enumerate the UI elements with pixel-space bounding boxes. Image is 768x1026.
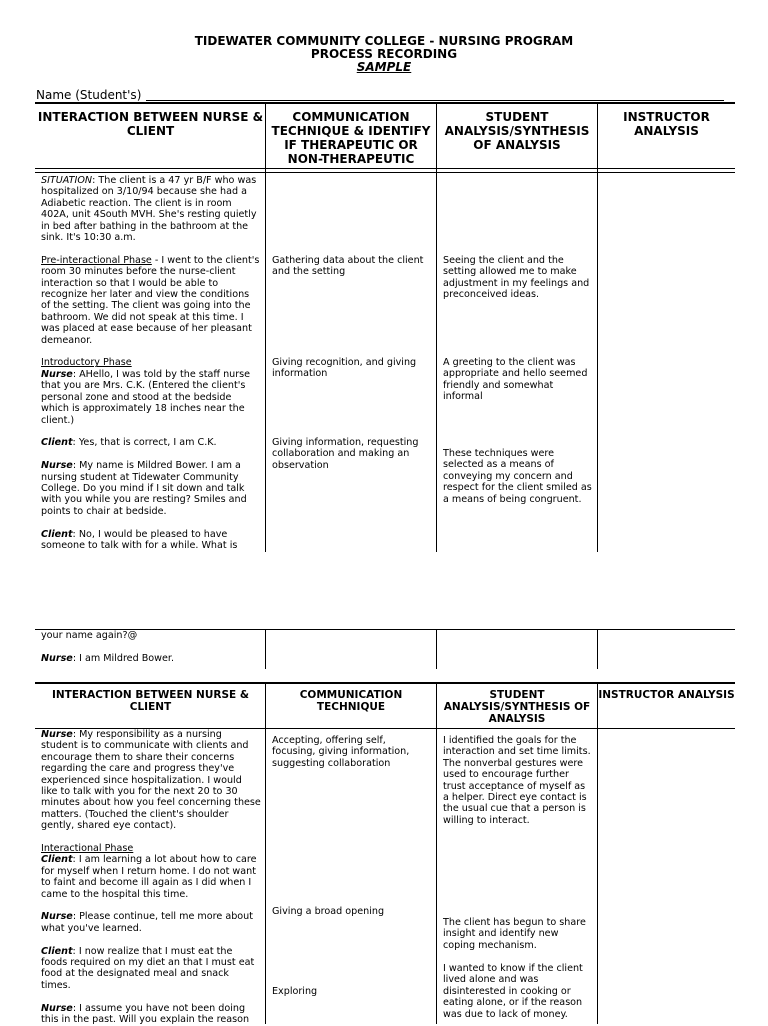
student-name-label: Name (Student's) [36, 88, 142, 102]
col-header-instructor-analysis-2: INSTRUCTOR ANALYSIS [598, 689, 735, 701]
analysis-text-5: The client has begun to share insight and identify new coping mechanism. [443, 917, 586, 951]
interaction-text-1-cont: your name again?@ Nurse: I am Mildred Bower. [41, 630, 175, 664]
col-header-student-analysis: STUDENT ANALYSIS/SYNTHESIS OF ANALYSIS [444, 110, 590, 152]
analysis-text-2: A greeting to the client was appropriate and hello seemed friendly and somewhat informal [443, 357, 588, 403]
col-header-instructor-analysis: INSTRUCTOR ANALYSIS [623, 110, 710, 138]
technique-text-1: Gathering data about the client and the setting [272, 255, 424, 278]
analysis-text-1: Seeing the client and the setting allowed me to make adjustment in my feelings and preconceived ideas. [443, 255, 590, 301]
college-title: TIDEWATER COMMUNITY COLLEGE - NURSING PROGRAM [194, 34, 574, 48]
analysis-text-3: These techniques were selected as a means of conveying my concern and respect for the client smiled as a means of being congruent. [443, 448, 592, 505]
student-name-field[interactable] [146, 100, 724, 101]
col-header-student-analysis-2: STUDENT ANALYSIS/SYNTHESIS OF ANALYSIS [443, 689, 591, 725]
interaction-text-2: Nurse: My responsibility as a nursing student is to communicate with clients and encourage them to share their concerns regarding the care and progress they've experienced since hospitalization. I would like to talk with you for the next 20 to 30 minutes about how you feel concerning these matters. (Touched the client's shoulder gently, shared eye contact). Interactional Phase Client: I am learning a lot about how to care for myself when I return home. I do not want to faint and become ill again as I did when I came to the hospital this time. Nurse: Please continue, tell me more about what you've learned. Client: I now realize that I must eat the foods required on my diet an that I must eat food at the designated meal and snack times. Nurse: I assume you have not been doing this in the past. Will you explain the reason [41, 729, 261, 1026]
technique-text-6: Exploring [272, 986, 318, 997]
analysis-text-6: I wanted to know if the client lived alone and was disinterested in cooking or eating alone, or if the reason was due to lack of money. [443, 963, 583, 1020]
col-header-interaction: INTERACTION BETWEEN NURSE & CLIENT [37, 110, 264, 138]
technique-text-3: Giving information, requesting collaboration and making an observation [272, 437, 419, 471]
form-title: PROCESS RECORDING [310, 47, 458, 61]
technique-text-5: Giving a broad opening [272, 906, 385, 917]
technique-text-4: Accepting, offering self, focusing, giving information, suggesting collaboration [272, 735, 410, 769]
col-header-interaction-2: INTERACTION BETWEEN NURSE & CLIENT [51, 689, 250, 713]
col-header-technique: COMMUNICATION TECHNIQUE & IDENTIFY IF THERAPEUTIC OR NON-THERAPEUTIC [271, 110, 431, 166]
form-subtitle: SAMPLE [356, 60, 412, 74]
technique-text-2: Giving recognition, and giving information [272, 357, 417, 380]
interaction-text-1: SITUATION: The client is a 47 yr B/F who was hospitalized on 3/10/94 because she had a Adiabetic reaction. The client is in room 402A, unit 4South MVH. She's resting quietly in bed after bathing in the bathroom at the sink. It's 10:30 a.m. Pre-interactional Phase - I went to the client's room 30 minutes before the nurse-client interaction so that I would be able to recognize her later and view the conditions of the setting. The client was going into the bathroom. We did not speak at this time. I was placed at ease because of her pleasant demeanor. Introductory Phase Nurse: AHello, I was told by the staff nurse that you are Mrs. C.K. (Entered the client's personal zone and stood at the bedside which is approximately 18 inches near the client.) Client: Yes, that is correct, I am C.K. Nurse: My name is Mildred Bower. I am a nursing student at Tidewater Community College. Do you mind if I sit down and talk with you while you are resting? Smiles and points to chair at bedside. Client: No, I would be pleased to have someone to talk with for a while. What is [41, 175, 260, 551]
analysis-text-4: I identified the goals for the interaction and set time limits. The nonverbal gestures were used to encourage further trust acceptance of myself as a helper. Direct eye contact is the usual cue that a person is willing to interact. [443, 735, 591, 826]
col-header-technique-2: COMMUNICATION TECHNIQUE [299, 689, 403, 713]
